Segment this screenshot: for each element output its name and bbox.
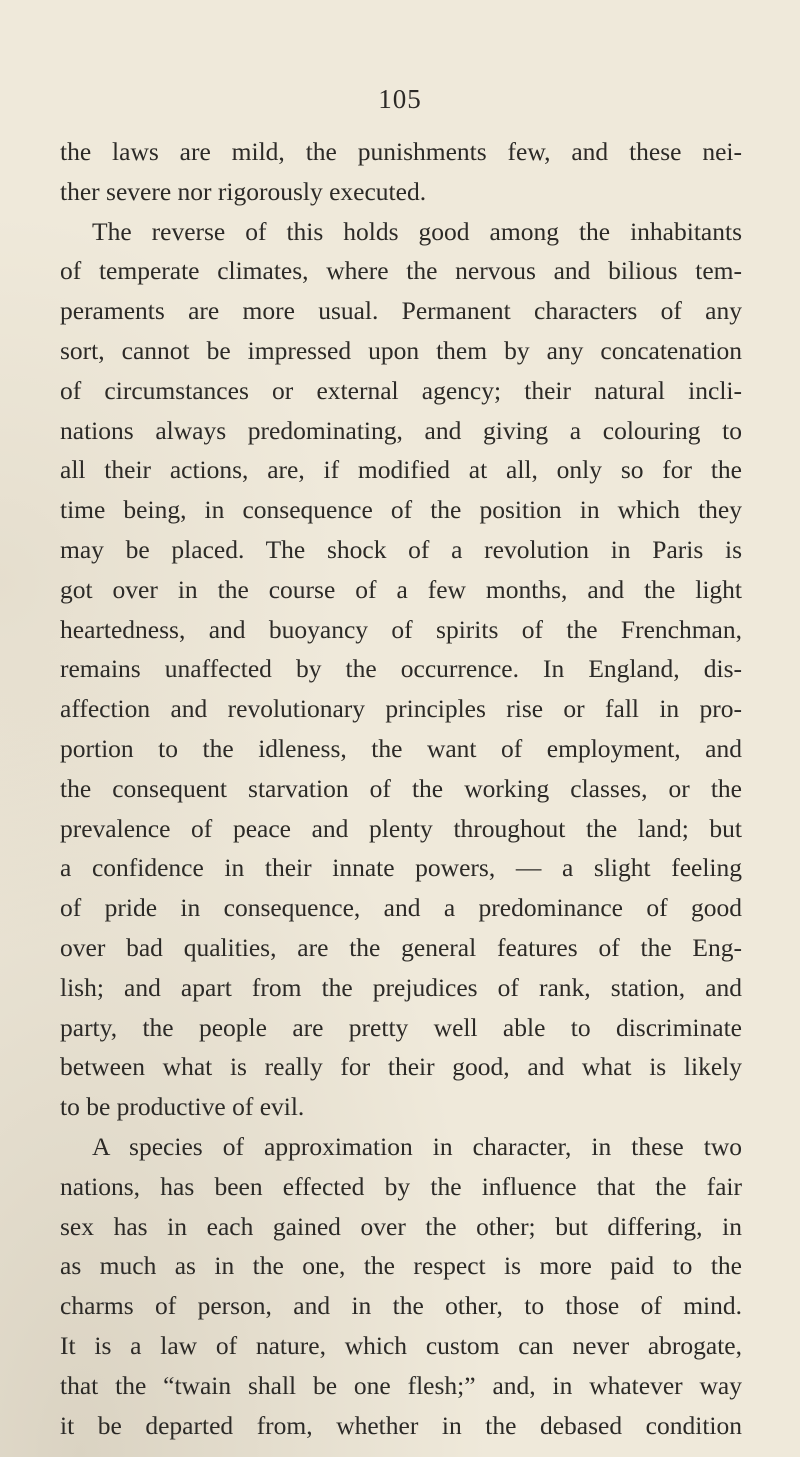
text-line: of circumstances or external agency; their natural incli- [60,375,742,405]
text-line: sex has in each gained over the other; but differing, in [60,1211,742,1241]
text-line: prevalence of peace and plenty throughout the land; but [60,813,742,843]
text-line: A species of approximation in character, in these two [92,1131,742,1161]
text-line: ther severe nor rigorously executed. [60,176,427,206]
text-line: peraments are more usual. Permanent characters of any [60,296,742,326]
text-line: of temperate climates, where the nervous and bilious tem- [60,256,742,286]
text-line: remains unaffected by the occurrence. In England, dis- [60,654,742,684]
text-line: nations, has been effected by the influence that the fair [60,1171,742,1201]
text-line: affection and revolutionary principles rise or fall in pro- [60,694,742,724]
text-line: over bad qualities, are the general features of the Eng- [60,932,742,962]
text-line: it be departed from, whether in the debased condition [60,1410,742,1440]
text-line: party, the people are pretty well able to discriminate [60,1012,742,1042]
text-line: It is a law of nature, which custom can never abrogate, [60,1330,742,1360]
page-number: 105 [378,84,422,114]
text-line: as much as in the one, the respect is more paid to the [60,1251,742,1281]
text-line: The reverse of this holds good among the inhabitants [92,216,742,246]
text-line: time being, in consequence of the position in which they [60,495,742,525]
text-line: all their actions, are, if modified at all, only so for the [60,455,742,485]
text-line: may be placed. The shock of a revolution in Paris is [60,534,742,564]
text-line: a confidence in their innate powers, — a slight feeling [60,853,742,883]
text-line: the consequent starvation of the working classes, or the [60,773,742,803]
text-line: of pride in consequence, and a predominance of good [60,893,742,923]
text-line: to be productive of evil. [60,1092,305,1122]
text-line: got over in the course of a few months, and the light [60,574,742,604]
text-line: between what is really for their good, and what is likely [60,1052,742,1082]
text-line: portion to the idleness, the want of employment, and [60,733,742,763]
text-line: that the “twain shall be one flesh;” and, in whatever way [60,1370,742,1400]
text-line: the laws are mild, the punishments few, and these nei- [60,137,742,166]
body-text [60,132,742,1445]
text-line: lish; and apart from the prejudices of rank, station, and [60,972,742,1002]
text-line: sort, cannot be impressed upon them by any concatenation [60,335,742,365]
text-line: heartedness, and buoyancy of spirits of the Frenchman, [60,614,742,644]
text-line: nations always predominating, and giving a colouring to [60,415,742,445]
text-line: charms of person, and in the other, to those of mind. [60,1291,742,1321]
